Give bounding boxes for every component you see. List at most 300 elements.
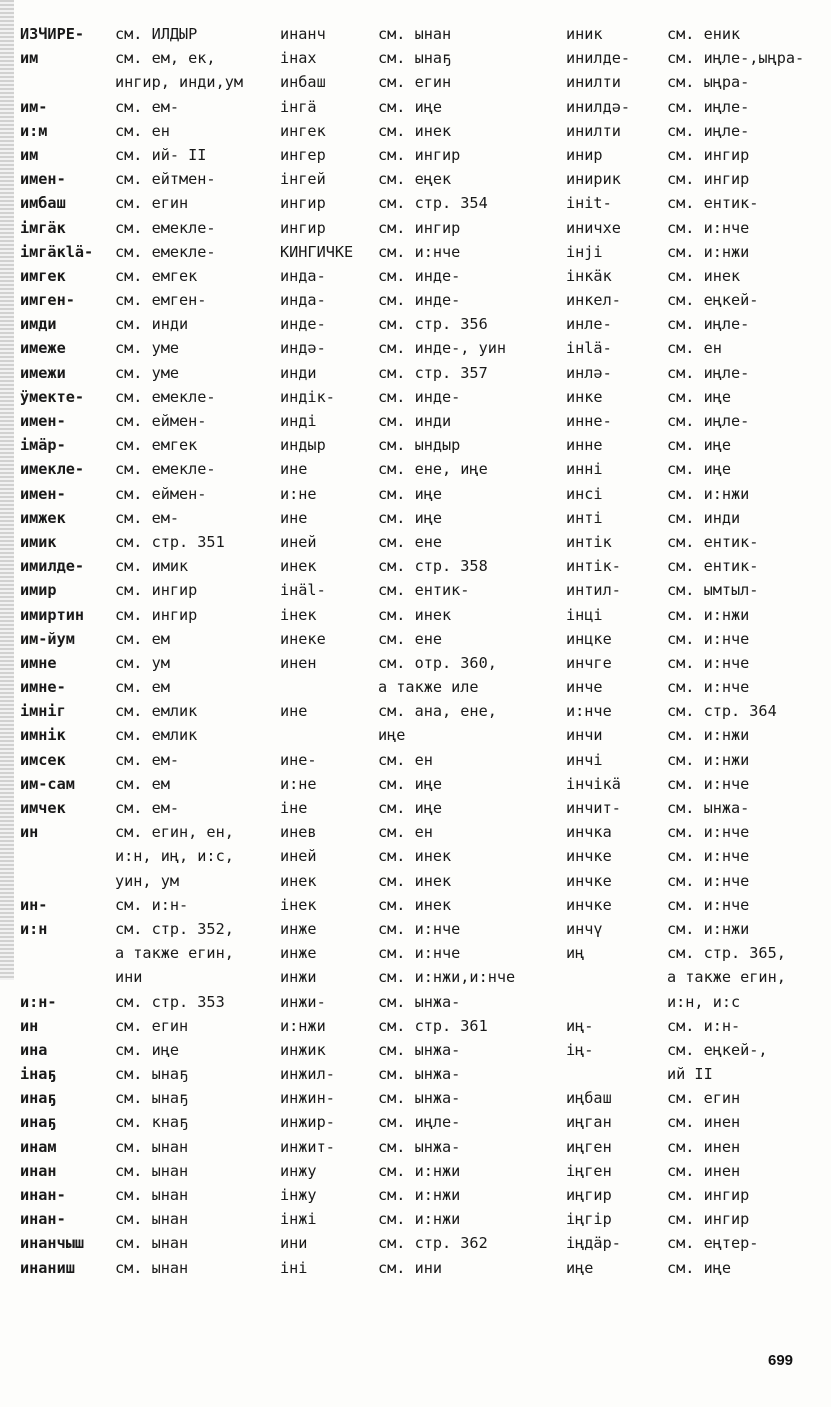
entry-line: ин xyxy=(20,1016,39,1035)
entry-line: инилти xyxy=(566,73,621,92)
entry-line: см. ен xyxy=(667,339,722,358)
entry-line: имне xyxy=(20,653,57,672)
entry-line: см. и:нжи,и:нче xyxy=(378,968,516,987)
entry-line: см. емекле- xyxy=(115,242,216,261)
entry-line: и:нжи xyxy=(280,1016,326,1035)
entry-line: см. ындыр xyxy=(378,436,461,455)
entry-line: ӱмекте- xyxy=(20,387,85,406)
entry-line: см. ингир xyxy=(667,170,750,189)
entry-line: см. и:нжи xyxy=(378,1161,461,1180)
entry-line: см. инен xyxy=(667,1113,741,1132)
entry-line: иң xyxy=(566,944,585,963)
headword-column-2 xyxy=(280,22,353,1280)
entry-line: інах xyxy=(280,49,317,68)
entry-line: см. егин xyxy=(667,1089,741,1108)
entry-line: см. и:нжи xyxy=(378,1186,461,1204)
entry-line: имиртин xyxy=(20,605,85,624)
entry-line xyxy=(20,844,93,868)
entry-line: см. кнаҕ xyxy=(115,1113,189,1132)
entry-line: см. емлик xyxy=(115,726,198,745)
entry-line: инилде- xyxy=(566,49,631,68)
entry-line: см. и:нжи xyxy=(667,484,750,503)
entry-line: см. ана, ене, xyxy=(378,702,497,721)
entry-line: ина xyxy=(20,1040,48,1059)
entry-line: и:н, и:с xyxy=(667,992,741,1011)
entry-line: см. ингир xyxy=(115,605,198,624)
entry-line: ине xyxy=(280,702,308,721)
entry-line: см. иңе xyxy=(378,97,443,116)
entry-line: см. ентик- xyxy=(667,532,759,551)
entry-line: инжи xyxy=(280,968,317,987)
entry-line: см. ыңра- xyxy=(667,73,750,92)
entry-line: инен xyxy=(280,653,317,672)
entry-line: см. и:нче xyxy=(667,823,750,842)
entry-line: имежи xyxy=(20,363,66,382)
entry-line: см. ынжа- xyxy=(378,1065,461,1084)
entry-line: см. инек xyxy=(378,605,452,624)
entry-line: индыр xyxy=(280,436,326,455)
entry-line: см. инек xyxy=(378,895,452,914)
entry-line: инилдә- xyxy=(566,97,631,116)
entry-line: см. иңе xyxy=(667,436,732,455)
entry-line xyxy=(20,941,93,965)
entry-line: см. инде-, уин xyxy=(378,339,507,358)
entry-line: иңган xyxy=(566,1113,612,1132)
entry-line: инам xyxy=(20,1137,57,1156)
entry-line: см. ен xyxy=(378,823,433,842)
entry-line: имик xyxy=(20,532,57,551)
entry-line: имилде- xyxy=(20,557,85,576)
entry-line: имсек xyxy=(20,750,66,769)
entry-line: см. еник xyxy=(667,25,741,43)
entry-line: см. иңе xyxy=(115,1040,180,1059)
entry-line: інці xyxy=(566,605,603,624)
entry-line: инчит- xyxy=(566,799,621,817)
entry-line: имир xyxy=(20,581,57,600)
entry-line: см. инде- xyxy=(378,387,461,406)
entry-line: см. инде- xyxy=(378,291,461,310)
entry-line: см. ем xyxy=(115,774,170,793)
entry-line: интік- xyxy=(566,557,621,576)
entry-line: см. и:нче xyxy=(667,653,750,672)
entry-line: см. и:нче xyxy=(667,218,750,237)
entry-line: и:н, иң, и:с, xyxy=(115,847,234,866)
entry-line xyxy=(566,1062,630,1086)
entry-line: иник xyxy=(566,25,603,43)
entry-line: интік xyxy=(566,532,612,551)
entry-line: и:м xyxy=(20,121,48,140)
entry-line: инчі xyxy=(566,750,603,769)
entry-line: см. стр. 362 xyxy=(378,1234,488,1253)
entry-line: інкäк xyxy=(566,266,612,285)
entry-line: см. ем xyxy=(115,629,170,648)
entry-line: см. ынан xyxy=(115,1234,189,1253)
entry-line: имбаш xyxy=(20,194,66,213)
entry-line: уин, ум xyxy=(115,871,180,890)
entry-line: см. ентик- xyxy=(667,557,759,576)
entry-line: см. инди xyxy=(667,508,741,527)
entry-line: см. и:нче xyxy=(667,629,750,648)
entry-line: инже xyxy=(280,944,317,963)
entry-line: см. инек xyxy=(378,121,452,140)
entry-line: имгек xyxy=(20,266,66,285)
entry-line: см. ынаҕ xyxy=(378,49,452,68)
entry-line: иничхе xyxy=(566,218,621,237)
entry-line: см. ынжа- xyxy=(378,1040,461,1059)
entry-line: імгӓк xyxy=(20,218,66,237)
entry-line: см. инек xyxy=(667,266,741,285)
entry-line: см. и:нче xyxy=(667,895,750,914)
entry-line: ине xyxy=(280,460,308,479)
entry-line: см. и:нжи xyxy=(378,1210,461,1229)
entry-line: см. ентик- xyxy=(667,194,759,213)
entry-line: ингир, инди,ум xyxy=(115,73,244,92)
entry-line: см. еймен- xyxy=(115,412,207,430)
headword-column-3 xyxy=(566,22,630,1280)
entry-line: ин- xyxy=(20,895,48,914)
entry-line: см. емекле- xyxy=(115,460,216,479)
entry-line: см. ентик- xyxy=(378,581,470,600)
entry-line: ий II xyxy=(667,1065,713,1084)
entry-line: иңген xyxy=(566,1137,612,1156)
entry-line: іне xyxy=(280,799,308,817)
entry-line: инир xyxy=(566,145,603,164)
entry-line: инжил- xyxy=(280,1065,335,1084)
entry-line: ингир xyxy=(280,218,326,237)
entry-line: см. инек xyxy=(378,871,452,890)
entry-line: см. ене, иңе xyxy=(378,460,488,479)
entry-line: ингир xyxy=(280,194,326,213)
entry-line: а также егин, xyxy=(115,944,234,963)
entry-line: см. ен xyxy=(115,121,170,140)
entry-line: КИНГИЧКЕ xyxy=(280,242,354,261)
entry-line: інжу xyxy=(280,1186,317,1204)
entry-line: см. ИЛДЫР xyxy=(115,25,198,43)
entry-line: інгӓ xyxy=(280,97,317,116)
reference-column-1 xyxy=(115,22,243,1280)
entry-line: см. емекле- xyxy=(115,387,216,406)
entry-line: інäl- xyxy=(280,581,326,600)
entry-line: имжек xyxy=(20,508,66,527)
entry-line: инилти xyxy=(566,121,621,140)
entry-line xyxy=(566,965,630,989)
entry-line: инан xyxy=(20,1161,57,1180)
entry-line: см. и:нжи xyxy=(667,605,750,624)
binding-shadow xyxy=(0,0,14,980)
entry-line: см. еңек xyxy=(378,170,452,189)
entry-line: инев xyxy=(280,823,317,842)
entry-line: інек xyxy=(280,605,317,624)
entry-line: см. иңле- xyxy=(378,1113,461,1132)
entry-line: см. стр. 365, xyxy=(667,944,786,963)
entry-line: инчке xyxy=(566,895,612,914)
entry-line: см. ий- II xyxy=(115,145,207,164)
entry-line: см. еңкей-, xyxy=(667,1040,768,1059)
entry-line: см. и:н- xyxy=(115,895,189,914)
entry-line: инле- xyxy=(566,315,612,334)
entry-line: инне- xyxy=(566,412,612,430)
entry-line: см. ынжа- xyxy=(378,1137,461,1156)
entry-line: см. ынжа- xyxy=(378,992,461,1011)
entry-line xyxy=(20,965,93,989)
entry-line: см. иңле-,ыңра- xyxy=(667,49,805,68)
entry-line: инирик xyxy=(566,170,621,189)
entry-line: инче xyxy=(566,678,603,697)
entry-line: инне xyxy=(566,436,603,455)
entry-line: инжир- xyxy=(280,1113,335,1132)
entry-line: интил- xyxy=(566,581,621,600)
entry-line: имнік xyxy=(20,726,66,745)
entry-line: инде- xyxy=(280,315,326,334)
entry-line: см. ини xyxy=(378,1258,443,1277)
entry-line: іні xyxy=(280,1258,308,1277)
entry-line: см. емгек xyxy=(115,266,198,285)
entry-line: см. ымтыл- xyxy=(667,581,759,600)
entry-line: см. ынан xyxy=(115,1186,189,1204)
entry-line: см. стр. 353 xyxy=(115,992,225,1011)
headword-column-1 xyxy=(20,22,93,1280)
entry-line: см. иңе xyxy=(378,799,443,817)
entry-line: см. уме xyxy=(115,363,180,382)
entry-line: см. ем- xyxy=(115,750,180,769)
entry-line: и:н xyxy=(20,919,48,938)
entry-line: иңбаш xyxy=(566,1089,612,1108)
entry-line: інгей xyxy=(280,170,326,189)
entry-line: ИЗЧИРЕ- xyxy=(20,25,85,43)
entry-line: инке xyxy=(566,387,603,406)
entry-line: ингер xyxy=(280,145,326,164)
entry-line: іңген xyxy=(566,1161,612,1180)
entry-line: им- xyxy=(20,97,48,116)
entry-line: см. ынан xyxy=(115,1258,189,1277)
entry-line: см. инен xyxy=(667,1161,741,1180)
entry-line: инаниш xyxy=(20,1258,75,1277)
entry-line: см. стр. 354 xyxy=(378,194,488,213)
entry-line: см. емекле- xyxy=(115,218,216,237)
entry-line: см. инек xyxy=(378,847,452,866)
entry-line: см. и:нче xyxy=(667,774,750,793)
entry-line: имен- xyxy=(20,170,66,189)
entry-line: см. иңле- xyxy=(667,97,750,116)
entry-line: иң- xyxy=(566,1016,594,1035)
entry-line: см. ынаҕ xyxy=(115,1065,189,1084)
entry-line: інчікӓ xyxy=(566,774,621,793)
entry-line: имекле- xyxy=(20,460,85,479)
entry-line: см. ем- xyxy=(115,799,180,817)
entry-line: им-сам xyxy=(20,774,75,793)
entry-line: а также иле xyxy=(378,678,479,697)
entry-line: інjі xyxy=(566,242,603,261)
entry-line: см. инен xyxy=(667,1137,741,1156)
entry-line: см. инди xyxy=(115,315,189,334)
entry-line: см. иңе xyxy=(378,484,443,503)
entry-line: ини xyxy=(280,1234,308,1253)
entry-line: и:нче xyxy=(566,702,612,721)
entry-line: инек xyxy=(280,557,317,576)
entry-line: см. отр. 360, xyxy=(378,653,497,672)
entry-line: инті xyxy=(566,508,603,527)
entry-line: инчка xyxy=(566,823,612,842)
entry-line: инек xyxy=(280,871,317,890)
entry-line: см. ингир xyxy=(667,145,750,164)
entry-line: инчи xyxy=(566,726,603,745)
entry-line: инаҕ xyxy=(20,1113,57,1132)
page-number: 699 xyxy=(768,1352,794,1369)
entry-line: инанч xyxy=(280,25,326,43)
entry-line: инбаш xyxy=(280,73,326,92)
entry-line: им xyxy=(20,49,39,68)
entry-line: см. ем- xyxy=(115,97,180,116)
entry-line: см. стр. 364 xyxy=(667,702,777,721)
reference-column-2 xyxy=(378,22,515,1280)
entry-line: см. ене xyxy=(378,629,443,648)
entry-line: инжи- xyxy=(280,992,326,1011)
entry-line: и:н- xyxy=(20,992,57,1011)
entry-line: іңгір xyxy=(566,1210,612,1229)
entry-line: см. иңле- xyxy=(667,315,750,334)
entry-line: инда- xyxy=(280,266,326,285)
entry-line: инда- xyxy=(280,291,326,310)
entry-line: см. стр. 357 xyxy=(378,363,488,382)
entry-line: иней xyxy=(280,532,317,551)
entry-line: см. ингир xyxy=(378,145,461,164)
entry-line: имне- xyxy=(20,678,66,697)
entry-line: см. ем xyxy=(115,678,170,697)
entry-line: инні xyxy=(566,460,603,479)
entry-line: см. стр. 351 xyxy=(115,532,225,551)
entry-line: інаҕ xyxy=(20,1065,57,1084)
entry-line: см. ейтмен- xyxy=(115,170,216,189)
entry-line: иңе xyxy=(378,726,406,745)
entry-line xyxy=(20,70,93,94)
entry-line: см. стр. 356 xyxy=(378,315,488,334)
entry-line: см. и:нче xyxy=(378,919,461,938)
entry-line: имди xyxy=(20,315,57,334)
entry-line: ине- xyxy=(280,750,317,769)
entry-line: см. иңле- xyxy=(667,412,750,430)
entry-line: см. имик xyxy=(115,557,189,576)
entry-line: инцке xyxy=(566,629,612,648)
entry-line: см. ынжа- xyxy=(667,799,750,817)
entry-line: инеке xyxy=(280,629,326,648)
entry-line: см. иңе xyxy=(378,508,443,527)
entry-line: инди xyxy=(280,363,317,382)
entry-line: см. егин xyxy=(378,73,452,92)
entry-line: см. инде- xyxy=(378,266,461,285)
entry-line: см. еймен- xyxy=(115,484,207,503)
entry-line: см. и:нче xyxy=(378,944,461,963)
entry-line: инкел- xyxy=(566,291,621,310)
entry-line: см. и:нче xyxy=(378,242,461,261)
entry-line: см. ынаҕ xyxy=(115,1089,189,1108)
entry-line: индi xyxy=(280,412,317,430)
entry-line: им xyxy=(20,145,39,164)
entry-line: см. стр. 361 xyxy=(378,1016,488,1035)
entry-line xyxy=(280,675,353,699)
entry-line: см. иңе xyxy=(667,387,732,406)
entry-line: см. емген- xyxy=(115,291,207,310)
entry-line: см. еңтер- xyxy=(667,1234,759,1253)
entry-line: инжу xyxy=(280,1161,317,1180)
entry-line: см. ингир xyxy=(667,1186,750,1204)
entry-line: им-йум xyxy=(20,629,75,648)
entry-line: индә- xyxy=(280,339,326,358)
entry-line: імӓр- xyxy=(20,436,66,455)
entry-line: инжит- xyxy=(280,1137,335,1156)
entry-line: імгӓкlӓ- xyxy=(20,242,94,261)
entry-line: см. егин, ен, xyxy=(115,823,234,842)
entry-line: инсі xyxy=(566,484,603,503)
entry-line: ингек xyxy=(280,121,326,140)
entry-line: имен- xyxy=(20,484,66,503)
entry-line: см. и:нжи xyxy=(667,726,750,745)
entry-line xyxy=(20,869,93,893)
entry-line: см. и:нжи xyxy=(667,242,750,261)
entry-line: см. егин xyxy=(115,1016,189,1035)
entry-line: и:не xyxy=(280,484,317,503)
entry-line: инжик xyxy=(280,1040,326,1059)
entry-line: индік- xyxy=(280,387,335,406)
entry-line: см. егин xyxy=(115,194,189,213)
entry-line: инчү xyxy=(566,919,603,938)
entry-line: иней xyxy=(280,847,317,866)
entry-line: см. и:нче xyxy=(667,678,750,697)
entry-line: имеже xyxy=(20,339,66,358)
entry-line: см. ен xyxy=(378,750,433,769)
entry-line: см. и:нче xyxy=(667,871,750,890)
entry-line: инан- xyxy=(20,1210,66,1229)
entry-line: инлә- xyxy=(566,363,612,382)
entry-line: см. и:нче xyxy=(667,847,750,866)
entry-line: инжин- xyxy=(280,1089,335,1108)
entry-line: см. ынан xyxy=(115,1161,189,1180)
entry-line: см. емгек xyxy=(115,436,198,455)
entry-line: ің- xyxy=(566,1040,594,1059)
entry-line: иңгир xyxy=(566,1186,612,1204)
entry-line: имген- xyxy=(20,291,75,310)
entry-line: інек xyxy=(280,895,317,914)
entry-line: ини xyxy=(115,968,143,987)
entry-line: ин xyxy=(20,823,39,842)
entry-line: а также егин, xyxy=(667,968,786,987)
entry-line: см. иңе xyxy=(667,1258,732,1277)
entry-line: см. ынан xyxy=(378,25,452,43)
entry-line: см. ингир xyxy=(378,218,461,237)
entry-line: ине xyxy=(280,508,308,527)
entry-line: см. ынжа- xyxy=(378,1089,461,1108)
entry-line: см. ынан xyxy=(115,1210,189,1229)
entry-line: см. ингир xyxy=(115,581,198,600)
entry-line: см. инди xyxy=(378,412,452,430)
entry-line: іңдӓр- xyxy=(566,1234,621,1253)
entry-line: см. ем- xyxy=(115,508,180,527)
entry-line: инже xyxy=(280,919,317,938)
entry-line: см. иңе xyxy=(378,774,443,793)
entry-line: инанчыш xyxy=(20,1234,85,1253)
entry-line: см. стр. 352, xyxy=(115,919,234,938)
entry-line: см. и:нжи xyxy=(667,919,750,938)
entry-line: інlӓ- xyxy=(566,339,612,358)
entry-line: см. уме xyxy=(115,339,180,358)
entry-line: см. стр. 358 xyxy=(378,557,488,576)
entry-line: см. ум xyxy=(115,653,170,672)
entry-line: см. ынан xyxy=(115,1137,189,1156)
entry-line: и:не xyxy=(280,774,317,793)
entry-line: см. ене xyxy=(378,532,443,551)
entry-line: інжі xyxy=(280,1210,317,1229)
entry-line: инчке xyxy=(566,847,612,866)
entry-line: имчек xyxy=(20,799,66,817)
